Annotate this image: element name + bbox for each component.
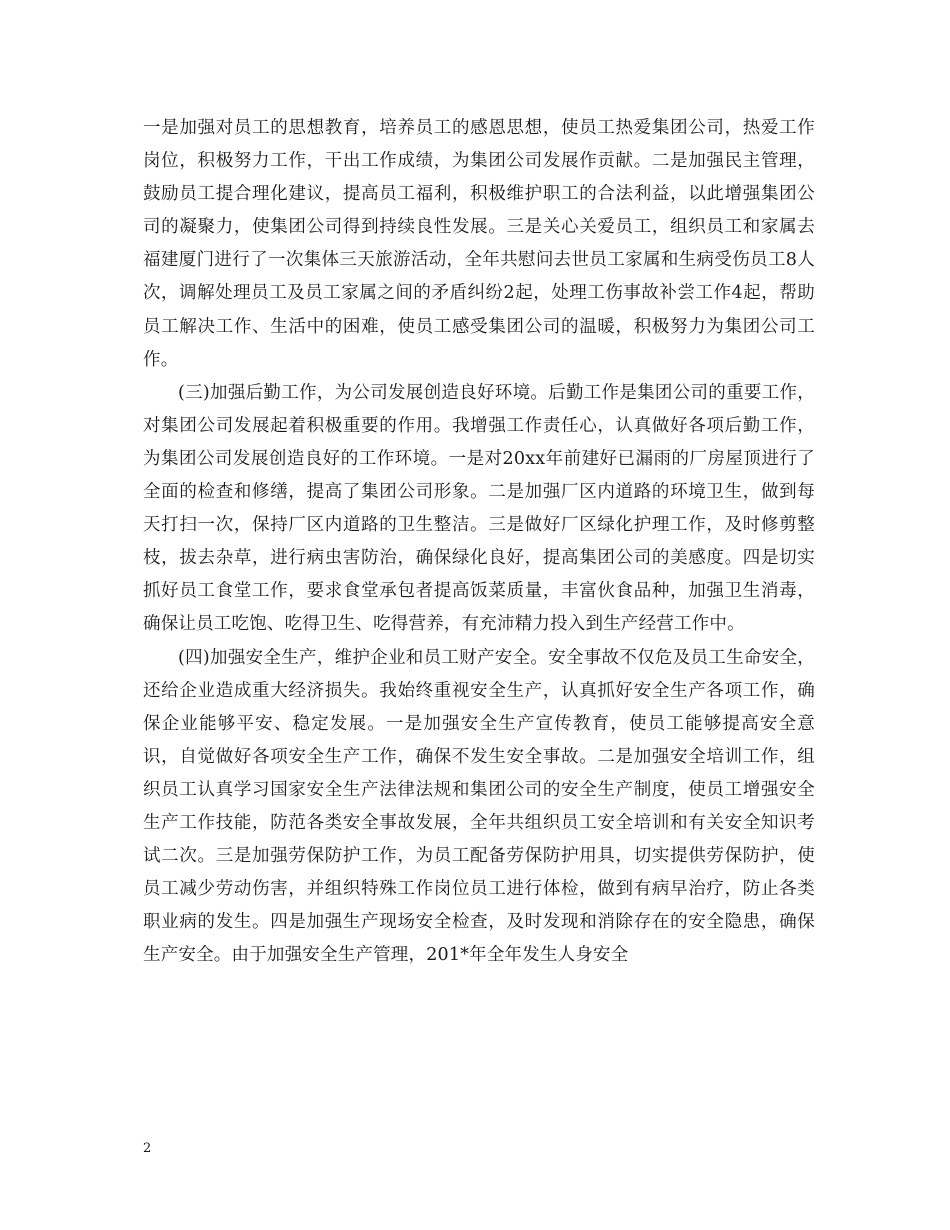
page-number: 2: [143, 1141, 152, 1156]
document-body: [143, 112, 815, 972]
paragraph-logistics: (三)加强后勤工作，为公司发展创造良好环境。后勤工作是集团公司的重要工作，对集团公司发展起着积极重要的作用。我增强工作责任心，认真做好各项后勤工作，为集团公司发展创造良好的工作环境。一是对20xx年前建好已漏雨的厂房屋顶进行了全面的检查和修缮，提高了集团公司形象。二是加强厂区内道路的环境卫生，做到每天打扫一次，保持厂区内道路的卫生整洁。三是做好厂区绿化护理工作，及时修剪整枝，拔去杂草，进行病虫害防治，确保绿化良好，提高集团公司的美感度。四是切实抓好员工食堂工作，要求食堂承包者提高饭菜质量，丰富伙食品种，加强卫生消毒，确保让员工吃饱、吃得卫生、吃得营养，有充沛精力投入到生产经营工作中。: [143, 382, 815, 635]
paragraph-safety-production: (四)加强安全生产，维护企业和员工财产安全。安全事故不仅危及员工生命安全，还给企业造成重大经济损失。我始终重视安全生产，认真抓好安全生产各项工作，确保企业能够平安、稳定发展。一是加强安全生产宣传教育，使员工能够提高安全意识，自觉做好各项安全生产工作，确保不发生安全事故。二是加强安全培训工作，组织员工认真学习国家安全生产法律法规和集团公司的安全生产制度，使员工增强安全生产工作技能，防范各类安全事故发展，全年共组织员工安全培训和有关安全知识考试二次。三是加强劳保防护工作，为员工配备劳保防护用具，切实提供劳保防护，使员工减少劳动伤害，并组织特殊工作岗位员工进行体检，做到有病早治疗，防止各类职业病的发生。四是加强生产现场安全检查，及时发现和消除存在的安全隐患，确保生产安全。由于加强安全生产管理，201*年全年发生人身安全: [143, 647, 815, 966]
paragraph-employee-care: 一是加强对员工的思想教育，培养员工的感恩思想，使员工热爱集团公司，热爱工作岗位，积极努力工作，干出工作成绩，为集团公司发展作贡献。二是加强民主管理，鼓励员工提合理化建议，提高员工福利，积极维护职工的合法利益，以此增强集团公司的凝聚力，使集团公司得到持续良性发展。三是关心关爱员工，组织员工和家属去福建厦门进行了一次集体三天旅游活动，全年共慰问去世员工家属和生病受伤员工8人次，调解处理员工及员工家属之间的矛盾纠纷2起，处理工伤事故补尝工作4起，帮助员工解决工作、生活中的困难，使员工感受集团公司的温暖，积极努力为集团公司工作。: [143, 118, 815, 370]
